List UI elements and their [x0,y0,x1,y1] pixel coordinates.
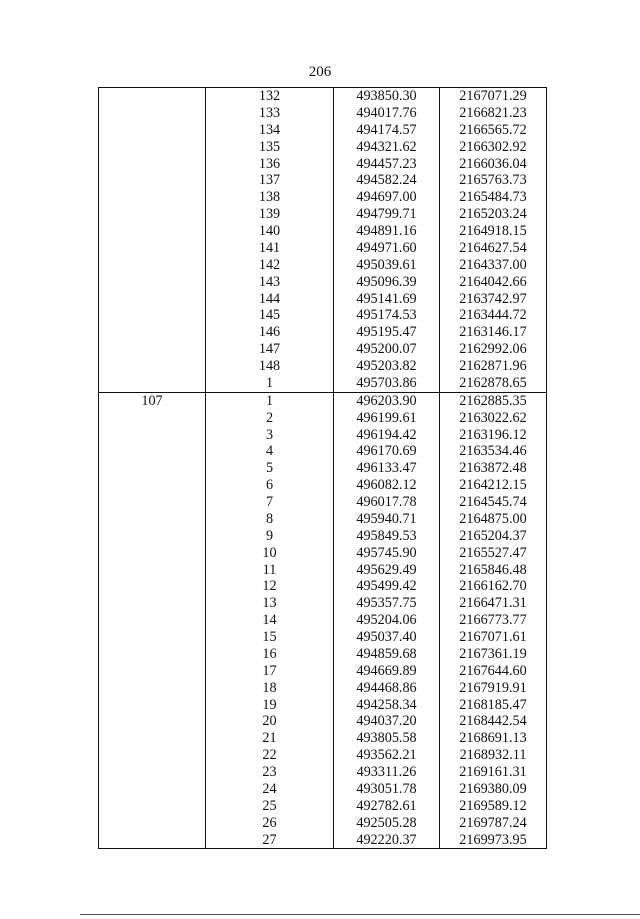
y-coordinate-cell: 2166773.77 [440,612,547,629]
parcel-number-cell [99,324,206,341]
parcel-number-cell [99,612,206,629]
x-coordinate-cell: 496194.42 [334,427,440,444]
parcel-number-cell [99,713,206,730]
parcel-number-cell [99,139,206,156]
point-number-cell: 3 [206,427,334,444]
table-row [99,257,547,274]
point-number-cell: 20 [206,713,334,730]
table-row [99,629,547,646]
parcel-number-cell [99,206,206,223]
table-row [99,307,547,324]
point-number-cell: 14 [206,612,334,629]
point-number-cell: 22 [206,747,334,764]
table-row [99,240,547,257]
parcel-number-cell [99,528,206,545]
x-coordinate-cell: 495940.71 [334,511,440,528]
y-coordinate-cell: 2163146.17 [440,324,547,341]
point-number-cell: 25 [206,798,334,815]
y-coordinate-cell: 2165203.24 [440,206,547,223]
x-coordinate-cell: 495037.40 [334,629,440,646]
x-coordinate-cell: 492220.37 [334,832,440,849]
parcel-number-cell [99,156,206,173]
x-coordinate-cell: 495849.53 [334,528,440,545]
x-coordinate-cell: 495039.61 [334,257,440,274]
table-row [99,494,547,511]
x-coordinate-cell: 494037.20 [334,713,440,730]
point-number-cell: 6 [206,477,334,494]
y-coordinate-cell: 2165763.73 [440,172,547,189]
point-number-cell: 8 [206,511,334,528]
x-coordinate-cell: 494799.71 [334,206,440,223]
table-row [99,291,547,308]
x-coordinate-cell: 492505.28 [334,815,440,832]
y-coordinate-cell: 2163872.48 [440,460,547,477]
point-number-cell: 10 [206,545,334,562]
x-coordinate-cell: 493850.30 [334,88,440,105]
point-number-cell: 1 [206,392,334,409]
point-number-cell: 143 [206,274,334,291]
point-number-cell: 146 [206,324,334,341]
parcel-number-cell: 107 [99,392,206,409]
parcel-number-cell [99,257,206,274]
y-coordinate-cell: 2166302.92 [440,139,547,156]
table-row [99,274,547,291]
x-coordinate-cell: 494468.86 [334,680,440,697]
table-row [99,663,547,680]
x-coordinate-cell: 495200.07 [334,341,440,358]
y-coordinate-cell: 2165204.37 [440,528,547,545]
y-coordinate-cell: 2165527.47 [440,545,547,562]
point-number-cell: 26 [206,815,334,832]
y-coordinate-cell: 2164875.00 [440,511,547,528]
y-coordinate-cell: 2167644.60 [440,663,547,680]
x-coordinate-cell: 494321.62 [334,139,440,156]
parcel-number-cell [99,172,206,189]
table-row [99,427,547,444]
x-coordinate-cell: 494697.00 [334,189,440,206]
point-number-cell: 136 [206,156,334,173]
point-number-cell: 5 [206,460,334,477]
table-row [99,815,547,832]
point-number-cell: 144 [206,291,334,308]
point-number-cell: 140 [206,223,334,240]
point-number-cell: 135 [206,139,334,156]
parcel-number-cell [99,747,206,764]
table-row [99,341,547,358]
table-row [99,156,547,173]
table-row [99,122,547,139]
y-coordinate-cell: 2163444.72 [440,307,547,324]
x-coordinate-cell: 495499.42 [334,578,440,595]
y-coordinate-cell: 2168691.13 [440,730,547,747]
y-coordinate-cell: 2166036.04 [440,156,547,173]
parcel-number-cell [99,730,206,747]
parcel-number-cell [99,189,206,206]
y-coordinate-cell: 2162885.35 [440,392,547,409]
parcel-number-cell [99,578,206,595]
table-row [99,206,547,223]
y-coordinate-cell: 2164918.15 [440,223,547,240]
x-coordinate-cell: 493051.78 [334,781,440,798]
table-row [99,697,547,714]
table-row [99,189,547,206]
y-coordinate-cell: 2165846.48 [440,562,547,579]
x-coordinate-cell: 495096.39 [334,274,440,291]
point-number-cell: 141 [206,240,334,257]
y-coordinate-cell: 2166471.31 [440,595,547,612]
parcel-number-cell [99,410,206,427]
parcel-number-cell [99,477,206,494]
table-row [99,562,547,579]
coordinate-table [98,87,547,849]
y-coordinate-cell: 2166821.23 [440,105,547,122]
point-number-cell: 27 [206,832,334,849]
table-row [99,511,547,528]
x-coordinate-cell: 495703.86 [334,375,440,392]
parcel-number-cell [99,562,206,579]
parcel-number-cell [99,646,206,663]
y-coordinate-cell: 2165484.73 [440,189,547,206]
y-coordinate-cell: 2164042.66 [440,274,547,291]
parcel-number-cell [99,680,206,697]
x-coordinate-cell: 494669.89 [334,663,440,680]
parcel-number-cell [99,595,206,612]
x-coordinate-cell: 495195.47 [334,324,440,341]
parcel-number-cell [99,274,206,291]
y-coordinate-cell: 2169380.09 [440,781,547,798]
x-coordinate-cell: 495745.90 [334,545,440,562]
y-coordinate-cell: 2164545.74 [440,494,547,511]
y-coordinate-cell: 2168185.47 [440,697,547,714]
parcel-number-cell [99,443,206,460]
y-coordinate-cell: 2162878.65 [440,375,547,392]
parcel-number-cell [99,545,206,562]
table-row [99,223,547,240]
x-coordinate-cell: 494971.60 [334,240,440,257]
table-row [99,324,547,341]
parcel-number-cell [99,223,206,240]
point-number-cell: 2 [206,410,334,427]
y-coordinate-cell: 2163742.97 [440,291,547,308]
point-number-cell: 142 [206,257,334,274]
y-coordinate-cell: 2164627.54 [440,240,547,257]
point-number-cell: 139 [206,206,334,223]
y-coordinate-cell: 2169787.24 [440,815,547,832]
point-number-cell: 11 [206,562,334,579]
coordinate-table-body [99,88,547,849]
parcel-number-cell [99,460,206,477]
y-coordinate-cell: 2169589.12 [440,798,547,815]
table-row [99,680,547,697]
point-number-cell: 133 [206,105,334,122]
point-number-cell: 13 [206,595,334,612]
point-number-cell: 18 [206,680,334,697]
y-coordinate-cell: 2162871.96 [440,358,547,375]
x-coordinate-cell: 492782.61 [334,798,440,815]
x-coordinate-cell: 495357.75 [334,595,440,612]
parcel-number-cell [99,697,206,714]
y-coordinate-cell: 2168932.11 [440,747,547,764]
y-coordinate-cell: 2163022.62 [440,410,547,427]
point-number-cell: 16 [206,646,334,663]
y-coordinate-cell: 2168442.54 [440,713,547,730]
point-number-cell: 1 [206,375,334,392]
point-number-cell: 23 [206,764,334,781]
parcel-number-cell [99,511,206,528]
x-coordinate-cell: 494174.57 [334,122,440,139]
y-coordinate-cell: 2169161.31 [440,764,547,781]
parcel-number-cell [99,798,206,815]
x-coordinate-cell: 495141.69 [334,291,440,308]
x-coordinate-cell: 493311.26 [334,764,440,781]
y-coordinate-cell: 2167361.19 [440,646,547,663]
table-row [99,832,547,849]
table-row [99,730,547,747]
point-number-cell: 15 [206,629,334,646]
x-coordinate-cell: 494017.76 [334,105,440,122]
table-row [99,375,547,392]
parcel-number-cell [99,105,206,122]
table-row [99,358,547,375]
parcel-number-cell [99,88,206,105]
table-row [99,545,547,562]
y-coordinate-cell: 2164212.15 [440,477,547,494]
x-coordinate-cell: 495203.82 [334,358,440,375]
point-number-cell: 9 [206,528,334,545]
bottom-rule [80,914,640,915]
parcel-number-cell [99,291,206,308]
x-coordinate-cell: 493562.21 [334,747,440,764]
point-number-cell: 19 [206,697,334,714]
x-coordinate-cell: 496082.12 [334,477,440,494]
point-number-cell: 137 [206,172,334,189]
point-number-cell: 12 [206,578,334,595]
point-number-cell: 24 [206,781,334,798]
x-coordinate-cell: 495174.53 [334,307,440,324]
table-row [99,88,547,105]
table-row [99,410,547,427]
parcel-number-cell [99,358,206,375]
page-number: 206 [308,64,332,80]
table-row [99,764,547,781]
y-coordinate-cell: 2163196.12 [440,427,547,444]
table-row [99,781,547,798]
table-row [99,798,547,815]
x-coordinate-cell: 495204.06 [334,612,440,629]
x-coordinate-cell: 496017.78 [334,494,440,511]
y-coordinate-cell: 2162992.06 [440,341,547,358]
table-row [99,477,547,494]
point-number-cell: 147 [206,341,334,358]
point-number-cell: 17 [206,663,334,680]
table-row [99,612,547,629]
y-coordinate-cell: 2167071.29 [440,88,547,105]
parcel-number-cell [99,375,206,392]
y-coordinate-cell: 2167071.61 [440,629,547,646]
parcel-number-cell [99,427,206,444]
point-number-cell: 138 [206,189,334,206]
x-coordinate-cell: 494891.16 [334,223,440,240]
point-number-cell: 132 [206,88,334,105]
point-number-cell: 4 [206,443,334,460]
x-coordinate-cell: 495629.49 [334,562,440,579]
y-coordinate-cell: 2166162.70 [440,578,547,595]
table-row [99,646,547,663]
y-coordinate-cell: 2163534.46 [440,443,547,460]
x-coordinate-cell: 494582.24 [334,172,440,189]
y-coordinate-cell: 2169973.95 [440,832,547,849]
table-row [99,172,547,189]
parcel-number-cell [99,815,206,832]
point-number-cell: 145 [206,307,334,324]
table-row [99,578,547,595]
table-row [99,139,547,156]
parcel-number-cell [99,764,206,781]
parcel-number-cell [99,122,206,139]
parcel-number-cell [99,341,206,358]
x-coordinate-cell: 494859.68 [334,646,440,663]
table-row [99,392,547,409]
parcel-number-cell [99,663,206,680]
table-row [99,105,547,122]
parcel-number-cell [99,240,206,257]
x-coordinate-cell: 496199.61 [334,410,440,427]
parcel-number-cell [99,629,206,646]
point-number-cell: 148 [206,358,334,375]
x-coordinate-cell: 494258.34 [334,697,440,714]
point-number-cell: 7 [206,494,334,511]
table-row [99,443,547,460]
parcel-number-cell [99,781,206,798]
point-number-cell: 134 [206,122,334,139]
x-coordinate-cell: 494457.23 [334,156,440,173]
parcel-number-cell [99,307,206,324]
table-row [99,747,547,764]
point-number-cell: 21 [206,730,334,747]
table-row [99,528,547,545]
x-coordinate-cell: 496133.47 [334,460,440,477]
table-row [99,460,547,477]
x-coordinate-cell: 496203.90 [334,392,440,409]
parcel-number-cell [99,832,206,849]
y-coordinate-cell: 2164337.00 [440,257,547,274]
table-row [99,595,547,612]
x-coordinate-cell: 493805.58 [334,730,440,747]
y-coordinate-cell: 2166565.72 [440,122,547,139]
y-coordinate-cell: 2167919.91 [440,680,547,697]
parcel-number-cell [99,494,206,511]
x-coordinate-cell: 496170.69 [334,443,440,460]
table-row [99,713,547,730]
